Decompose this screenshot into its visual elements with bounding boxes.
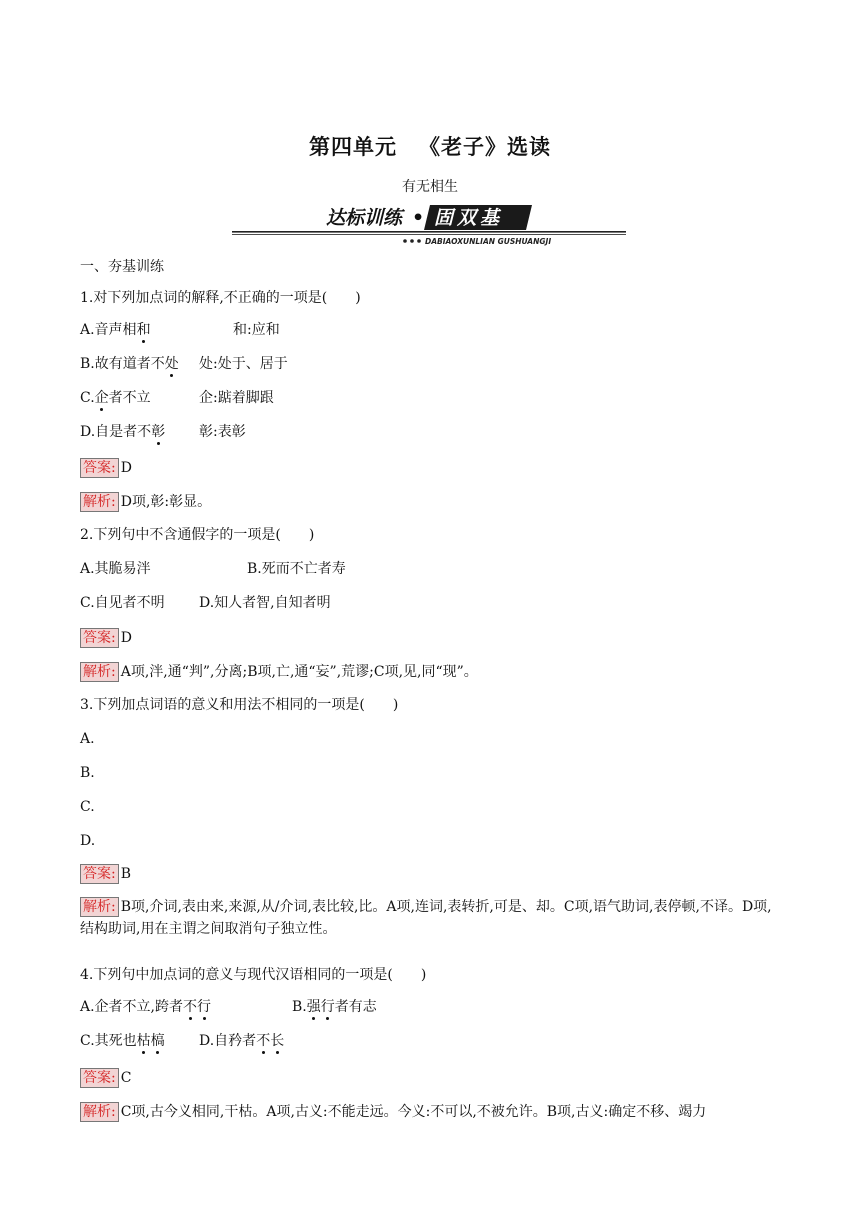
work-title: 《老子》选读: [419, 135, 551, 159]
banner-bullet-icon: [417, 239, 421, 243]
q1-option-d-note: 彰:表彰: [199, 424, 246, 440]
q2-answer: 答案: D: [80, 628, 132, 648]
q2-option-d: D.知人者智,自知者明: [199, 595, 331, 611]
q2-option-b: B.死而不亡者寿: [247, 561, 346, 577]
q1-option-a: A.音声相和: [80, 322, 151, 338]
q1-option-c-note: 企:踮着脚跟: [199, 390, 274, 406]
banner-text-right: 固双基: [434, 207, 504, 229]
banner-text-left: 达标训练: [326, 207, 403, 229]
q3-option-c: C.: [80, 799, 95, 815]
lesson-title: 有无相生: [402, 179, 458, 195]
q3-option-a: A.: [80, 731, 95, 747]
q2-stem: 2.下列句中不含通假字的一项是( ): [80, 527, 315, 543]
q4-option-a: A.企者不立,跨者不行: [80, 999, 212, 1015]
q1-stem: 1.对下列加点词的解释,不正确的一项是( ): [80, 290, 361, 306]
banner-dot: •: [412, 207, 425, 229]
q1-option-a-note: 和:应和: [233, 322, 280, 338]
q2-option-a: A.其脆易泮: [80, 561, 151, 577]
q3-analysis: 解析: B项,介词,表由来,来源,从/介词,表比较,比。A项,连词,表转折,可是、却。C项,语气助词,表停顿,不译。D项,结构助词,用在主谓之间取消句子独立性。: [80, 899, 772, 937]
banner-rule-top: [232, 231, 626, 233]
unit-title: 第四单元: [309, 135, 397, 159]
q4-option-d: D.自矜者不长: [199, 1033, 285, 1049]
q1-option-c: C.企者不立: [80, 390, 151, 406]
answer-label: 答案:: [80, 628, 119, 648]
q1-option-d: D.自是者不彰: [80, 424, 166, 440]
q3-answer: 答案: B: [80, 864, 131, 884]
analysis-label: 解析:: [80, 1102, 119, 1122]
q1-option-b-note: 处:处于、居于: [199, 356, 288, 372]
q4-option-c: C.其死也枯槁: [80, 1033, 165, 1049]
q1-analysis: 解析: D项,彰:彰显。: [80, 492, 211, 512]
answer-label: 答案:: [80, 864, 119, 884]
banner-bullet-icon: [410, 239, 414, 243]
q3-option-b: B.: [80, 765, 95, 781]
q1-answer: 答案: D: [80, 458, 132, 478]
banner-bullet-icon: [403, 239, 407, 243]
q3-stem: 3.下列加点词语的意义和用法不相同的一项是( ): [80, 697, 399, 713]
training-banner: [232, 202, 632, 250]
q4-answer: 答案: C: [80, 1068, 131, 1088]
q2-option-c: C.自见者不明: [80, 595, 165, 611]
q4-analysis: 解析: C项,古今义相同,干枯。A项,古义:不能走远。今义:不可以,不被允许。B项,古义:确定不移、竭力: [80, 1102, 706, 1122]
answer-label: 答案:: [80, 1068, 119, 1088]
analysis-label: 解析:: [80, 662, 119, 682]
section-heading: 一、夯基训练: [80, 259, 164, 275]
analysis-label: 解析:: [80, 897, 119, 917]
analysis-label: 解析:: [80, 492, 119, 512]
q1-option-b: B.故有道者不处: [80, 356, 179, 372]
q3-option-d: D.: [80, 833, 96, 849]
q4-option-b: B.强行者有志: [292, 999, 377, 1015]
q2-analysis: 解析: A项,泮,通“判”,分离;B项,亡,通“妄”,荒谬;C项,见,同“现”。: [80, 662, 478, 682]
answer-label: 答案:: [80, 458, 119, 478]
page-title: [0, 131, 860, 161]
q4-stem: 4.下列句中加点词的意义与现代汉语相同的一项是( ): [80, 967, 427, 983]
banner-rule-bottom: [232, 234, 626, 235]
banner-pinyin: DABIAOXUNLIAN GUSHUANGJI: [425, 237, 552, 246]
